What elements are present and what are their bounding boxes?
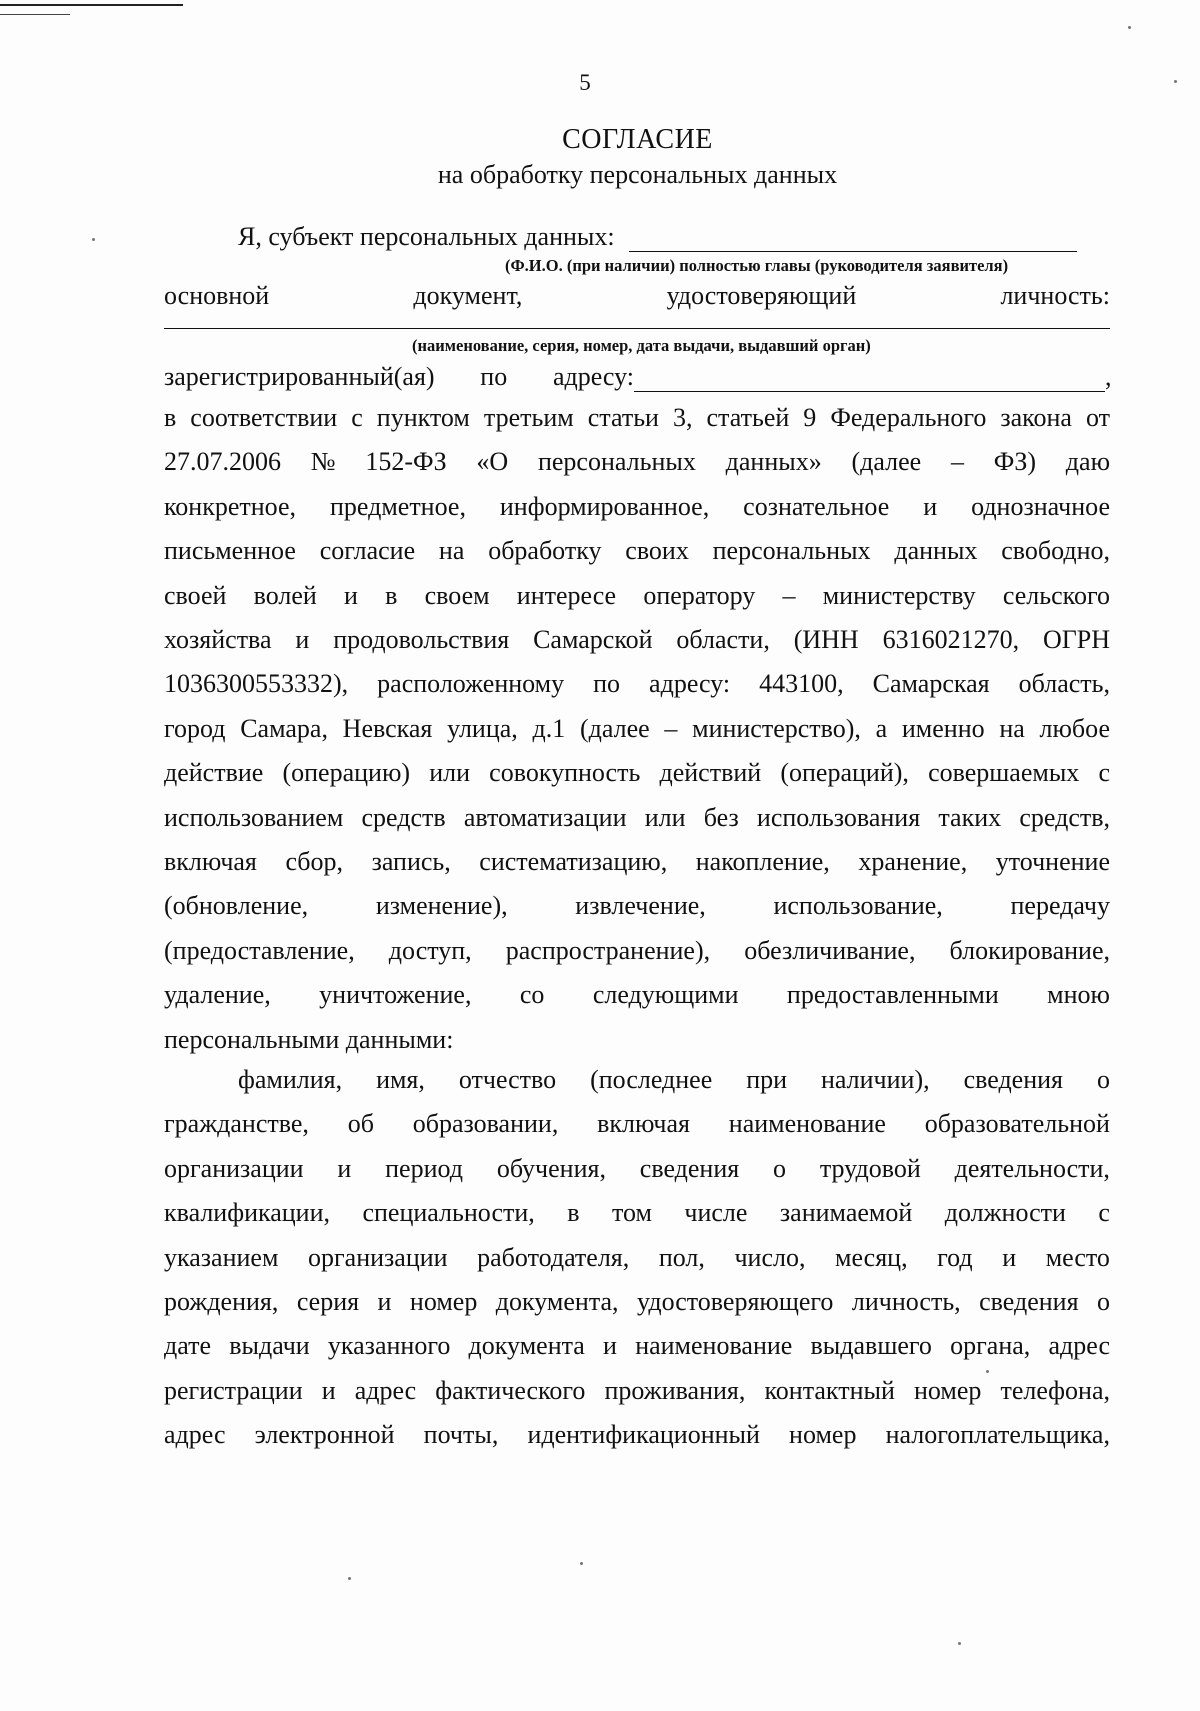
body-line — [164, 936, 1110, 966]
body-word: ФЗ) — [993, 447, 1037, 477]
list-line — [164, 1420, 1110, 1450]
list-word: почты, — [423, 1420, 499, 1450]
body-word: волей — [253, 580, 317, 610]
body-text: персональными данными: — [164, 1024, 454, 1054]
subject-line — [238, 222, 1110, 252]
scan-speck — [348, 1577, 351, 1580]
list-word: занимаемой — [779, 1198, 913, 1228]
document-subtitle: на обработку персональных данных — [437, 160, 838, 189]
address-label-word: адресу: — [552, 362, 634, 391]
scan-speck — [958, 1642, 961, 1645]
body-word: использование, — [773, 891, 943, 921]
list-word: идентификационный — [527, 1420, 760, 1450]
list-text: регистрации и адрес фактического проживания, контактный номер телефона, — [164, 1375, 1110, 1405]
list-line — [164, 1243, 1110, 1273]
body-text: в соответствии с пунктом третьим статьи 3, статьей 9 Федерального закона от — [164, 403, 1110, 432]
body-line — [164, 847, 1110, 877]
body-line — [164, 536, 1110, 566]
list-line — [164, 1109, 1110, 1139]
list-word: организации — [307, 1242, 448, 1272]
body-text: 1036300553332), расположенному по адресу: 443100, Самарская область, — [164, 669, 1110, 699]
body-word: извлечение, — [575, 891, 706, 921]
list-word: образовании, — [412, 1109, 559, 1139]
body-word: – — [782, 580, 796, 610]
body-line — [164, 403, 1110, 433]
body-text: хозяйства и продовольствия Самарской области, (ИНН 6316021270, ОГРН — [164, 625, 1110, 654]
body-word: «О — [476, 447, 509, 477]
body-word: следующими — [592, 980, 739, 1010]
document-line-word: удостоверяющий — [666, 281, 857, 310]
document-field-rule[interactable] — [164, 328, 1110, 329]
body-word: даю — [1065, 447, 1110, 477]
body-word: сельского — [1002, 580, 1110, 610]
body-word: предоставленными — [786, 980, 999, 1010]
list-line — [164, 1331, 1110, 1361]
document-line-word: личность: — [1000, 281, 1110, 310]
list-word: с — [1098, 1198, 1110, 1228]
body-word: своем — [424, 580, 490, 610]
body-text: конкретное, предметное, информированное, сознательное и однозначное — [164, 491, 1110, 521]
body-text: включая сбор, запись, систематизацию, накопление, хранение, уточнение — [164, 847, 1110, 876]
list-word: трудовой — [819, 1153, 921, 1183]
body-word: мною — [1047, 980, 1110, 1010]
list-word: имя, — [376, 1065, 425, 1094]
body-word: (далее — [851, 447, 922, 477]
address-trailing-comma: , — [1105, 362, 1112, 391]
list-word: фамилия, — [238, 1065, 343, 1094]
list-word: включая — [597, 1109, 691, 1139]
list-word: место — [1045, 1242, 1110, 1272]
body-word: данных» — [725, 447, 822, 477]
body-text: использованием средств автоматизации или без использования таких средств, — [164, 802, 1110, 832]
subject-name-field[interactable] — [629, 227, 1077, 252]
list-line — [164, 1154, 1110, 1184]
body-line — [164, 1025, 1110, 1055]
list-word: образовательной — [924, 1109, 1110, 1139]
list-text: дате выдачи указанного документа и наименование выдавшего органа, адрес — [164, 1331, 1110, 1361]
list-word: номер — [789, 1420, 857, 1450]
document-line — [164, 281, 1110, 311]
body-line — [164, 980, 1110, 1010]
list-word: том — [611, 1198, 652, 1228]
body-line — [164, 669, 1110, 699]
body-word: министерству — [822, 580, 976, 610]
scan-edge-line-short — [0, 14, 70, 15]
list-word: число, — [734, 1242, 806, 1272]
body-word: удаление, — [164, 980, 271, 1010]
list-word: и — [1002, 1242, 1017, 1272]
list-word: организации — [164, 1153, 304, 1183]
document-line-word: документ, — [413, 281, 523, 310]
list-text: рождения, серия и номер документа, удостоверяющего личность, сведения о — [164, 1287, 1110, 1316]
body-word: в — [385, 580, 398, 610]
list-word: обучения, — [496, 1153, 606, 1183]
body-text: письменное согласие на обработку своих персональных данных свободно, — [164, 536, 1110, 566]
body-line — [164, 714, 1110, 744]
scan-edge-line — [0, 4, 183, 6]
list-word: об — [347, 1109, 374, 1139]
document-line-word: основной — [164, 281, 270, 310]
address-field[interactable] — [634, 367, 1105, 392]
body-line — [164, 581, 1110, 611]
list-word: электронной — [254, 1420, 395, 1450]
list-word: указанием — [164, 1242, 279, 1272]
scan-speck — [1128, 26, 1131, 29]
scan-speck — [580, 1562, 583, 1565]
body-line — [164, 447, 1110, 477]
body-word: интересе — [516, 580, 617, 610]
body-line — [164, 758, 1110, 788]
list-word: и — [337, 1153, 352, 1183]
address-label — [164, 362, 634, 392]
body-line — [164, 492, 1110, 522]
list-word: наличии), — [820, 1065, 930, 1094]
list-word: должности — [944, 1198, 1066, 1228]
body-text: действие (операцию) или совокупность действий (операций), совершаемых с — [164, 758, 1110, 788]
list-word: о — [773, 1153, 787, 1183]
list-word: при — [746, 1065, 788, 1094]
body-word: персональных — [537, 447, 696, 477]
body-word: 27.07.2006 — [164, 447, 281, 477]
subject-hint: (Ф.И.О. (при наличии) полностью главы (руководителя заявителя) — [505, 256, 1009, 275]
body-text: (предоставление, доступ, распространение), обезличивание, блокирование, — [164, 935, 1110, 965]
list-word: работодателя, — [477, 1242, 630, 1272]
address-label-word: по — [480, 362, 508, 391]
body-word: (обновление, — [164, 891, 309, 921]
body-word: передачу — [1010, 891, 1110, 921]
list-word: отчество — [458, 1065, 557, 1094]
list-word: в — [567, 1198, 580, 1228]
body-word: со — [519, 980, 545, 1010]
body-word: своей — [164, 580, 227, 610]
scan-speck — [1174, 80, 1177, 83]
body-line — [164, 625, 1110, 655]
list-line — [164, 1287, 1110, 1317]
document-hint: (наименование, серия, номер, дата выдачи, выдавший орган) — [412, 336, 871, 355]
address-line — [164, 362, 1110, 392]
list-word: адрес — [164, 1420, 226, 1450]
body-word: – — [951, 447, 964, 477]
list-line — [238, 1065, 1110, 1095]
list-word: наименование — [728, 1109, 886, 1139]
body-line — [164, 891, 1110, 921]
body-word: оператору — [643, 580, 756, 610]
list-word: налогоплательщика, — [885, 1420, 1110, 1450]
list-word: месяц, — [835, 1242, 908, 1272]
list-line — [164, 1376, 1110, 1406]
scan-speck — [92, 238, 95, 241]
body-word: 152-ФЗ — [365, 447, 447, 477]
body-line — [164, 803, 1110, 833]
list-word: год — [937, 1242, 973, 1272]
document-title: СОГЛАСИЕ — [562, 124, 713, 155]
list-word: гражданстве, — [164, 1109, 309, 1139]
list-word: период — [385, 1153, 463, 1183]
list-word: сведения — [639, 1153, 740, 1183]
body-word: изменение), — [375, 891, 508, 921]
subject-label: Я, субъект персональных данных: — [238, 222, 615, 251]
list-word: (последнее — [590, 1065, 713, 1094]
body-word: уничтожение, — [319, 980, 472, 1010]
body-word: № — [310, 447, 336, 477]
list-word: числе — [684, 1198, 748, 1228]
page-number: 5 — [579, 70, 591, 95]
list-line — [164, 1198, 1110, 1228]
body-text: город Самара, Невская улица, д.1 (далее – министерство), а именно на любое — [164, 713, 1110, 743]
list-word: пол, — [658, 1242, 705, 1272]
list-word: о — [1096, 1065, 1110, 1094]
list-word: сведения — [963, 1065, 1063, 1094]
body-word: и — [344, 580, 358, 610]
list-word: специальности, — [362, 1198, 535, 1228]
list-word: деятельности, — [954, 1153, 1110, 1183]
address-label-word: зарегистрированный(ая) — [164, 362, 435, 391]
list-word: квалификации, — [164, 1198, 331, 1228]
scan-speck — [986, 1370, 989, 1373]
